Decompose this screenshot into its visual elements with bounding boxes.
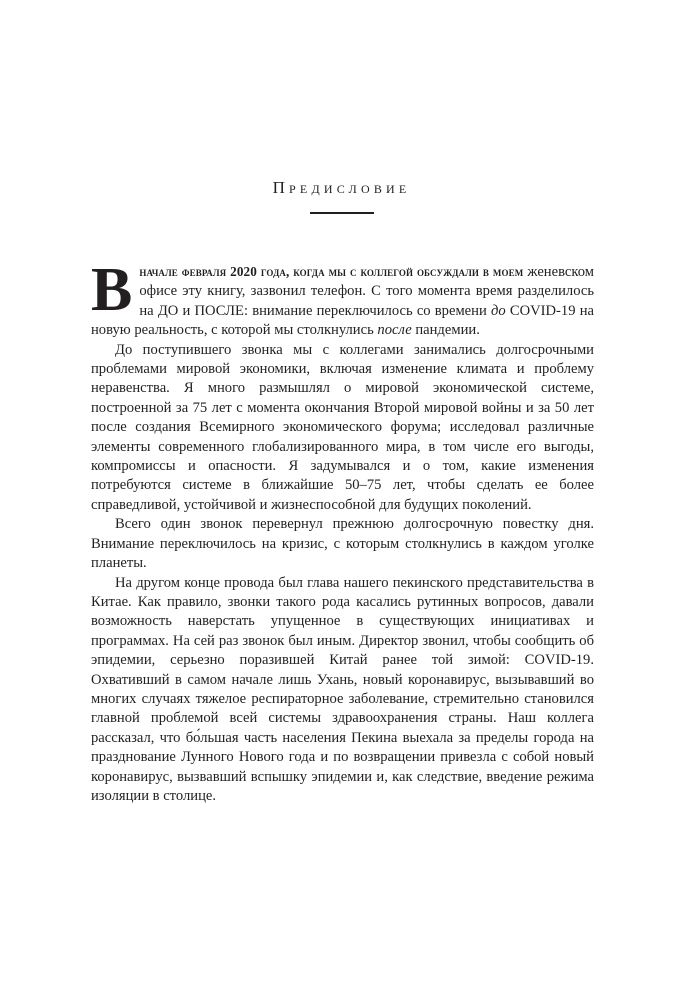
drop-cap: В xyxy=(91,256,133,324)
chapter-title: Предисловие xyxy=(272,178,411,197)
paragraph-2: До поступившего звонка мы с коллегами занимались долгосрочными проблемами мировой экономики, включая изменение климата и проблему неравенства. Я много размышлял о мировой экономической системе, построенной за 75 лет с момента окончания Второй мировой войны и за 50 лет после создания Всемирного экономического форума; исследовал различные элементы современного глобализированного мира, в том числе его выгоды, компромиссы и опасности. Я задумывался и о том, какие изменения потребуются системе в ближайшие 50–75 лет, чтобы сделать ее более справедливой, устойчивой и жизнеспособной для будущих поколений. xyxy=(91,341,594,513)
body-text xyxy=(91,256,594,806)
paragraph-1-text-a: женевском офисе эту книгу, зазвонил телефон. С того момента время разделилось на ДО и ПОСЛЕ: внимание переключилось со времени xyxy=(139,264,594,319)
title-divider xyxy=(310,212,374,214)
paragraph-4: На другом конце провода был глава нашего пекинского представительства в Китае. Как правило, звонки такого рода касались рутинных вопросов, давали возможность наверстать упущенное в существующих инициативах и программах. На сей раз звонок был иным. Директор звонил, чтобы сообщить об эпидемии, серьезно поразившей Китай ранее той зимой: COVID-19. Охвативший в самом начале лишь Ухань, новый коронавирус, вызывавший во многих случаях тяжелое респираторное заболевание, стремительно становился главной проблемой всей системы здравоохранения страны. Наш коллега рассказал, что бо́льшая часть населения Пекина выехала за пределы города на празднование Лунного Нового года и по возвращении привезла с собой новый коронавирус, вызвавший вспышку эпидемии и, как следствие, введение режима изоляции в столице. xyxy=(91,574,594,804)
paragraph-1-text-c: пандемии. xyxy=(411,322,480,339)
paragraph-1 xyxy=(91,256,594,341)
paragraph-1-text-b: COVID-19 на новую реальность, с которой мы столкнулись xyxy=(91,302,594,339)
lead-in-caps: начале февраля 2020 года, когда мы с коллегой обсуждали в моем xyxy=(139,264,524,279)
emphasis-before: до xyxy=(490,302,506,319)
paragraph-3: Всего один звонок перевернул прежнюю долгосрочную повестку дня. Внимание переключилось на кризис, с которым столкнулись в каждом уголке планеты. xyxy=(91,516,594,572)
emphasis-after: после xyxy=(377,322,412,339)
